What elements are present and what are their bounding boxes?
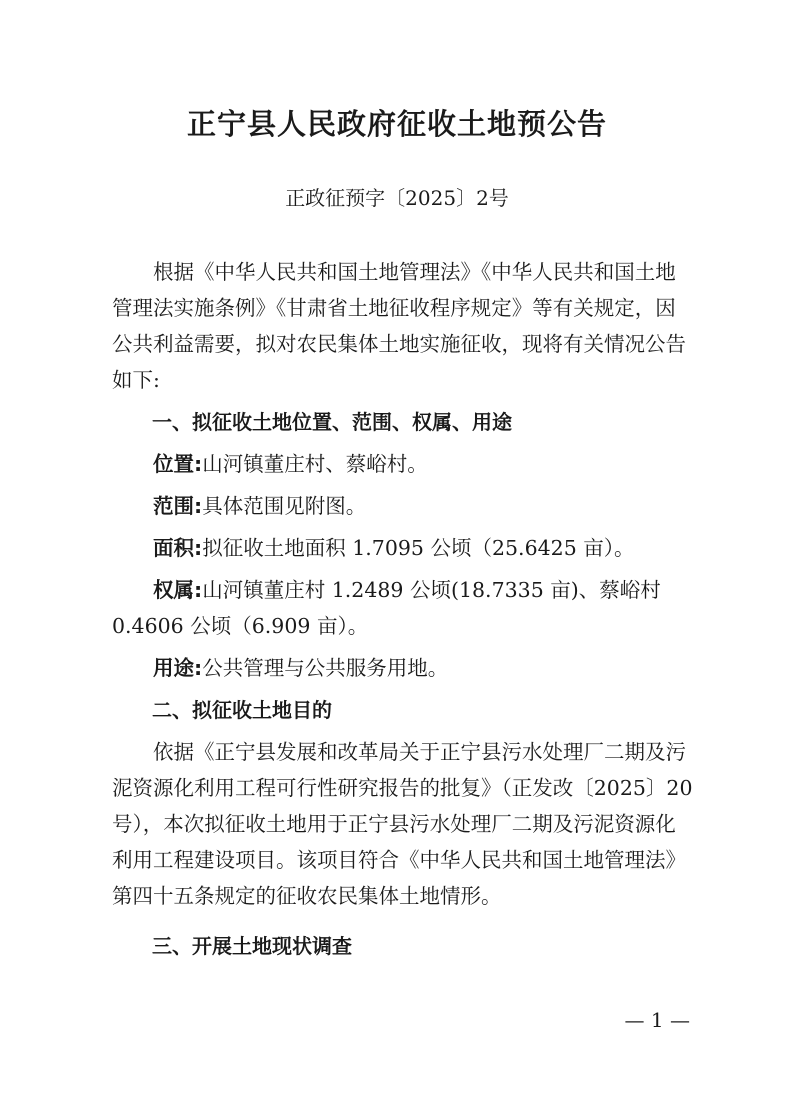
section3-heading: 三、开展土地现状调查 xyxy=(152,934,352,958)
location-line xyxy=(112,446,696,482)
scope-text: 具体范围见附图。 xyxy=(202,494,367,518)
location-text: 山河镇董庄村、蔡峪村。 xyxy=(202,452,428,476)
use-line xyxy=(112,650,696,686)
ownership-text: 山河镇董庄村 1.2489 公顷(18.7335 亩)、蔡峪村 0.4606 公顷（6.909 亩）。 xyxy=(112,578,661,638)
ownership-label: 权属: xyxy=(153,578,203,602)
area-label: 面积: xyxy=(153,536,203,560)
area-text: 拟征收土地面积 1.7095 公顷（25.6425 亩）。 xyxy=(202,536,635,560)
location-label: 位置: xyxy=(153,452,203,476)
use-label: 用途: xyxy=(153,656,203,680)
document-body xyxy=(112,254,696,964)
area-line xyxy=(112,530,696,566)
section2-heading: 二、拟征收土地目的 xyxy=(152,698,332,722)
page-number: — 1 — xyxy=(624,1008,690,1032)
section2-paragraph: 依据《正宁县发展和改革局关于正宁县污水处理厂二期及污泥资源化利用工程可行性研究报告的批复》（正发改〔2025〕20号），本次拟征收土地用于正宁县污水处理厂二期及污泥资源化利用工程建设项目。该项目符合《中华人民共和国土地管理法》第四十五条规定的征收农民集体土地情形。 xyxy=(112,740,693,908)
section1-heading: 一、拟征收土地位置、范围、权属、用途 xyxy=(152,410,512,434)
use-text: 公共管理与公共服务用地。 xyxy=(202,656,449,680)
scope-line xyxy=(112,488,696,524)
ownership-line xyxy=(112,572,696,644)
intro-paragraph: 根据《中华人民共和国土地管理法》《中华人民共和国土地管理法实施条例》《甘肃省土地征收程序规定》等有关规定，因公共利益需要，拟对农民集体土地实施征收，现将有关情况公告如下: xyxy=(112,260,686,392)
document-number: 正政征预字〔2025〕2号 xyxy=(285,186,509,210)
scope-label: 范围: xyxy=(153,494,203,518)
document-title: 正宁县人民政府征收土地预公告 xyxy=(186,107,607,141)
